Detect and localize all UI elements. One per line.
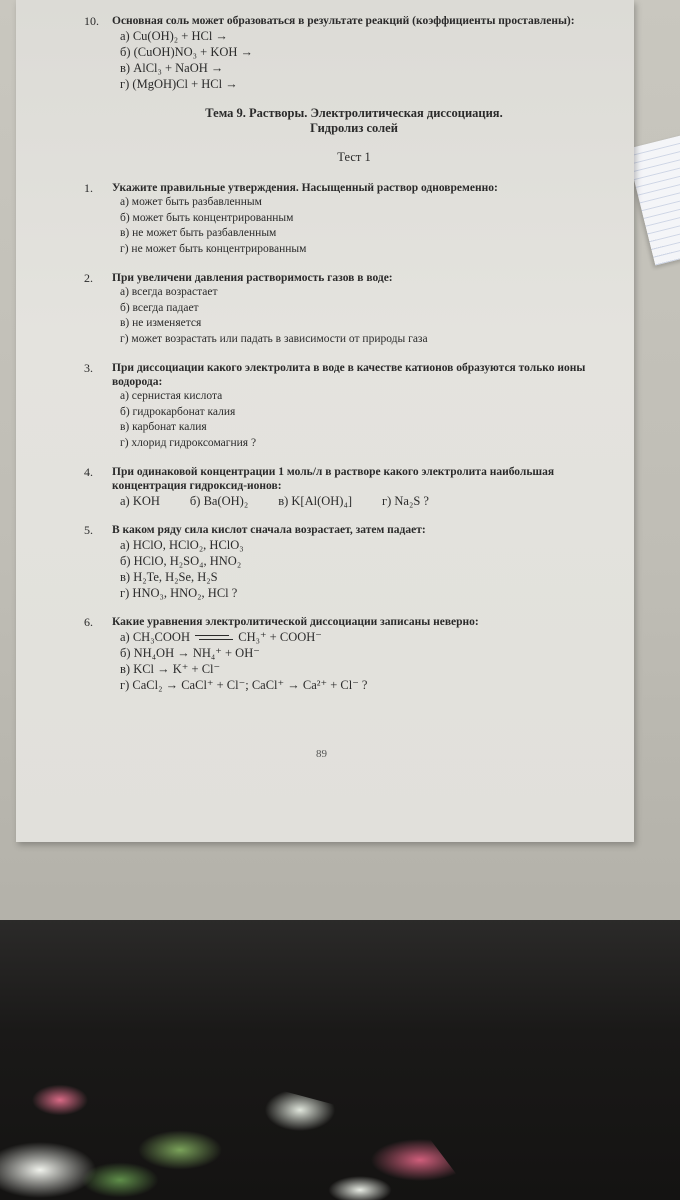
options-row	[112, 493, 624, 509]
option-b: б) всегда падает	[120, 301, 199, 314]
option-b: б) Ba(OH)₂	[189, 494, 249, 508]
question-text: При диссоциации какого электролита в воде в качестве катионов образуются только ионы водорода:	[112, 362, 586, 388]
option-c: в) AlCl₃ + NaOH →	[120, 61, 224, 75]
question-number: 1.	[84, 181, 93, 195]
option-d: г) может возрастать или падать в зависимости от природы газа	[120, 332, 428, 345]
option-d: г) не может быть концентрированным	[120, 242, 307, 255]
question-2	[84, 271, 624, 347]
question-10	[84, 14, 624, 92]
option-d: г) HNO₃, HNO₂, HCl ?	[120, 586, 238, 600]
topic-title-line2: Гидролиз солей	[310, 121, 398, 135]
option-b: б) может быть концентрированным	[120, 211, 294, 224]
question-text: При увеличени давления растворимость газов в воде:	[112, 272, 393, 284]
question-1	[84, 181, 624, 257]
question-text: Какие уравнения электролитической диссоциации записаны неверно:	[112, 616, 479, 628]
topic-heading	[84, 106, 624, 136]
option-c: в) не изменяется	[120, 317, 202, 329]
option-a: а) KOH	[120, 494, 160, 508]
question-4	[84, 465, 624, 509]
option-a-left: а) CH₃COOH	[120, 630, 190, 644]
question-number: 5.	[84, 523, 93, 537]
question-number: 10.	[84, 14, 99, 28]
option-a: а) всегда возрастает	[120, 286, 218, 298]
option-a: а) может быть разбавленным	[120, 196, 262, 208]
option-c: в) карбонат калия	[120, 421, 207, 433]
option-b: б) (CuOH)NO₃ + KOH →	[120, 45, 254, 59]
question-text: Укажите правильные утверждения. Насыщенный раствор одновременно:	[112, 182, 498, 194]
option-b: б) NH₄OH → NH₄⁺ + OH⁻	[120, 646, 260, 660]
option-a-right: CH₃⁺ + COOH⁻	[238, 630, 322, 644]
question-3	[84, 361, 624, 451]
question-text: В каком ряду сила кислот сначала возрастает, затем падает:	[112, 524, 426, 536]
topic-title-line1: Тема 9. Растворы. Электролитическая диссоциация.	[205, 106, 503, 120]
option-a: а) HClO, HClO₂, HClO₃	[120, 538, 244, 552]
question-5	[84, 523, 624, 601]
question-number: 4.	[84, 465, 93, 479]
option-d: г) хлорид гидроксомагния ?	[120, 436, 257, 449]
option-b: б) HClO, H₂SO₄, HNO₂	[120, 554, 242, 568]
option-d: г) Na₂S ?	[381, 494, 429, 508]
page-content	[84, 14, 624, 707]
question-text: Основная соль может образоваться в результате реакций (коэффициенты проставлены):	[112, 15, 575, 27]
option-c: в) K[Al(OH)₄]	[278, 494, 352, 508]
question-number: 6.	[84, 615, 93, 629]
page-number: 89	[316, 748, 327, 760]
question-number: 3.	[84, 361, 93, 375]
option-a	[112, 629, 624, 645]
test-title: Тест 1	[337, 150, 371, 164]
option-d: г) (MgOH)Cl + HCl →	[120, 77, 238, 91]
question-6	[84, 615, 624, 693]
option-c: в) H₂Te, H₂Se, H₂S	[120, 570, 218, 584]
option-c: в) KCl → K⁺ + Cl⁻	[120, 662, 221, 676]
question-text: При одинаковой концентрации 1 моль/л в растворе какого электролита наибольшая концентрация гидроксид-ионов:	[112, 466, 555, 492]
option-a: а) Cu(OH)₂ + HCl →	[120, 29, 228, 43]
option-d: г) CaCl₂ → CaCl⁺ + Cl⁻; CaCl⁺ → Ca²⁺ + Cl⁻ ?	[120, 678, 368, 692]
option-b: б) гидрокарбонат калия	[120, 405, 236, 418]
worksheet-page	[16, 0, 634, 842]
option-a: а) сернистая кислота	[120, 390, 223, 402]
question-number: 2.	[84, 271, 93, 285]
option-c: в) не может быть разбавленным	[120, 227, 277, 239]
equilibrium-arrow-icon	[195, 633, 233, 643]
